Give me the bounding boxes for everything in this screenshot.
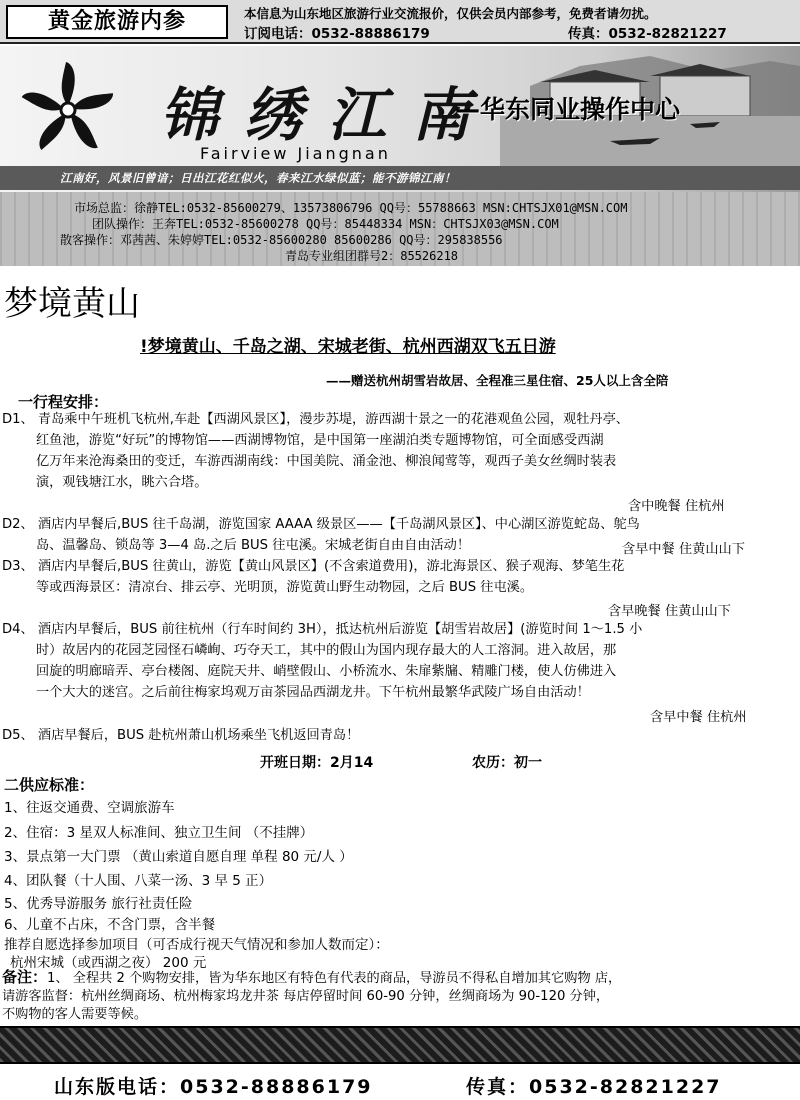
remark-line: 1、 全程共 2 个购物安排，皆为华东地区有特色有代表的商品，导游员不得私自增加其它购物 店， — [47, 971, 622, 986]
contact-marketing: 市场总监：徐静TEL:0532-85600279、13573806796 QQ号：55788663 MSN:CHTSJX01@MSN.COM — [74, 201, 628, 215]
remarks — [2, 968, 621, 1024]
remark-line: 请游客监督：杭州丝绸商场、杭州梅家坞龙井茶 每店停留时间 60-90 分钟，丝绸商场为 90-120 分钟， — [2, 989, 610, 1004]
optional-heading: 推荐自愿选择参加项目（可否成行视天气情况和参加人数而定）： — [4, 937, 389, 953]
standard-item: 4、团队餐（十人围、八菜一汤、3 早 5 正） — [4, 873, 273, 889]
decorative-band — [0, 1026, 800, 1064]
standard-item: 2、住宿：3 星双人标准间、独立卫生间 （不挂牌） — [4, 825, 314, 841]
operation-center-title: —华东同业操作中心 — [455, 95, 681, 124]
banner — [0, 46, 800, 192]
day1-line: 演，观钱塘江水，眺六合塔。 — [36, 475, 208, 490]
standard-item: 6、儿童不占床，不含门票，含半餐 — [4, 917, 216, 933]
day2-meal: 含早中餐 住黄山山下 — [622, 542, 745, 557]
brand-title: 黄金旅游内参 — [6, 5, 228, 39]
tour-gift-note: ——赠送杭州胡雪岩故居、全程准三星住宿、25人以上含全陪 — [326, 373, 669, 388]
start-date: 开班日期：2月14 — [260, 755, 374, 771]
footer — [0, 1064, 800, 1100]
day1-line: 红鱼池，游览“好玩”的博物馆——西湖博物馆，是中国第一座湖泊类专题博物馆，可全面感受西湖 — [36, 433, 604, 448]
day5-line: D5、 酒店早餐后，BUS 赴杭州萧山机场乘坐飞机返回青岛！ — [2, 728, 360, 743]
day1-meal: 含中晚餐 住杭州 — [628, 499, 725, 514]
standard-item: 5、优秀导游服务 旅行社责任险 — [4, 896, 193, 912]
day3-meal: 含早晚餐 住黄山山下 — [608, 604, 731, 619]
fax-number: 传真：0532-82821227 — [568, 26, 727, 42]
day4-meal: 含早中餐 住杭州 — [650, 710, 747, 725]
contact-qq-group: 青岛专业组团群号2：85526218 — [285, 249, 459, 263]
subscribe-phone: 订阅电话：0532-88886179 — [244, 26, 430, 42]
remarks-label: 备注： — [2, 968, 48, 986]
departure-date — [260, 752, 542, 772]
day4-line: 一个大大的迷宫。之后前往梅家坞观万亩茶园品西湖龙井。下午杭州最繁华武陵广场自由活动！ — [36, 685, 590, 700]
day4-line: 回旋的明廊暗弄、亭台楼阁、庭院天井、峭壁假山、小桥流水、朱扉紫牖、精雕门楼，使人仿佛进入 — [36, 664, 617, 679]
remark-line: 不购物的客人需要等候。 — [2, 1007, 148, 1022]
day2-line: D2、 酒店内早餐后,BUS 往千岛湖，游览国家 AAAA 级景区——【千岛湖风景区】、中心湖区游览蛇岛、鸵鸟 — [2, 517, 640, 532]
day1-line: 亿万年来沧海桑田的变迁，车游西湖南线：中国美院、涌金池、柳浪闻莺等，观西子美女丝绸时装表 — [36, 454, 617, 469]
contact-group-ops: 团队操作：王奔TEL:0532-85600278 QQ号：85448334 MSN：CHTSJX03@MSN.COM — [92, 217, 559, 231]
calligraphy-title: 锦绣江南 — [160, 81, 497, 149]
member-notice: 本信息为山东地区旅游行业交流报价，仅供会员内部参考，免费者请勿扰。 — [244, 6, 657, 21]
day3-line: D3、 酒店内早餐后,BUS 往黄山，游览【黄山风景区】(不含索道费用)，游北海景区、猴子观海、梦笔生花 — [2, 559, 625, 574]
standard-item: 3、景点第一大门票 （黄山索道自愿自理 单程 80 元/人 ） — [4, 849, 353, 865]
day4-line: 时）故居内的花园芝园怪石嶙峋、巧夺天工，其中的假山为国内现存最大的人工溶洞。进入故居，那 — [36, 643, 617, 658]
lunar-date: 农历：初一 — [472, 755, 542, 771]
optional-item: 杭州宋城（或西湖之夜） 200 元 — [10, 955, 207, 971]
top-bar — [0, 0, 800, 44]
contact-panel — [0, 192, 800, 266]
footer-fax: 传真：0532-82821227 — [466, 1076, 722, 1098]
page-title: 梦境黄山 — [4, 284, 140, 324]
day2-line: 岛、温馨岛、锁岛等 3—4 岛.之后 BUS 往屯溪。宋城老街自由自由活动！ — [36, 538, 471, 553]
flower-logo-icon — [18, 60, 118, 160]
standard-item: 1、往返交通费、空调旅游车 — [4, 800, 175, 816]
english-name: Fairview Jiangnan — [200, 144, 391, 163]
hotline — [244, 22, 727, 42]
itinerary-heading: 一行程安排： — [18, 393, 109, 411]
day1-line: D1、 青岛乘中午班机飞杭州,车赴【西湖风景区】，漫步苏堤，游西湖十景之一的花港观鱼公园，观牡丹亭、 — [2, 412, 629, 427]
contact-individual-ops: 散客操作：邓茜茜、朱婷婷TEL:0532-85600280 85600286 QQ号：295838556 — [60, 233, 503, 247]
slogan-bar: 江南好，风景旧曾谙；日出江花红似火，春来江水绿似蓝；能不游锦江南！ — [0, 166, 800, 190]
tour-name: !梦境黄山、千岛之湖、宋城老街、杭州西湖双飞五日游 — [140, 337, 556, 357]
day4-line: D4、 酒店内早餐后，BUS 前往杭州（行车时间约 3H），抵达杭州后游览【胡雪岩故居】(游览时间 1～1.5 小 — [2, 622, 643, 637]
day3-line: 等或西海景区：清凉台、排云亭、光明顶，游览黄山野生动物园，之后 BUS 往屯溪。 — [36, 580, 534, 595]
footer-phone: 山东版电话：0532-88886179 — [54, 1076, 373, 1098]
standards-heading: 二供应标准： — [4, 776, 95, 794]
